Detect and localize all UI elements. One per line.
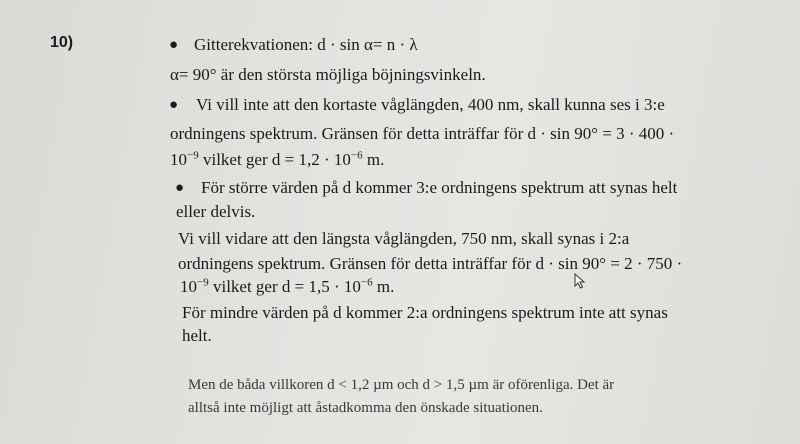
text-line-14: alltså inte möjligt att åstadkomma den önskade situationen.	[188, 400, 543, 416]
text-line-10-c: m.	[372, 277, 395, 296]
text-line-3: Vi vill inte att den kortaste våglängden, 400 nm, skall kunna ses i 3:e	[196, 95, 665, 114]
bullet-1: ●	[169, 37, 179, 53]
text-line-5	[170, 150, 384, 170]
text-line-7: eller delvis.	[176, 202, 256, 221]
text-line-4: ordningens spektrum. Gränsen för detta inträffar för d · sin 90° = 3 · 400 ·	[170, 124, 675, 143]
text-line-6: För större värden på d kommer 3:e ordningens spektrum att synas helt	[201, 178, 678, 197]
text-line-13: Men de båda villkoren d < 1,2 µm och d > 1,5 µm är oförenliga. Det är	[188, 377, 615, 393]
bullet-3: ●	[175, 180, 185, 196]
problem-number: 10)	[50, 34, 74, 51]
bullet-2: ●	[169, 97, 179, 113]
text-line-2: α= 90° är den största möjliga böjningsvinkeln.	[170, 65, 486, 84]
text-line-5-a: 10	[170, 150, 187, 169]
text-line-5-b: vilket ger d = 1,2 · 10	[198, 150, 351, 169]
text-line-12: helt.	[182, 326, 212, 345]
text-line-8: Vi vill vidare att den längsta våglängden, 750 nm, skall synas i 2:a	[178, 229, 630, 248]
text-line-11: För mindre värden på d kommer 2:a ordningens spektrum inte att synas	[182, 303, 668, 322]
text-line-5-sup: −9	[187, 149, 199, 162]
text-line-9: ordningens spektrum. Gränsen för detta inträffar för d · sin 90° = 2 · 750 ·	[178, 254, 683, 273]
text-line-10-sup: −9	[197, 276, 209, 289]
text-line-5-sup2: −6	[350, 149, 363, 162]
text-line-10-b: vilket ger d = 1,5 · 10	[208, 277, 361, 296]
text-line-10-sup2: −6	[360, 276, 373, 289]
text-line-1: Gitterekvationen: d · sin α= n · λ	[194, 35, 418, 54]
text-line-5-c: m.	[362, 150, 385, 169]
text-line-10-a: 10	[180, 277, 197, 296]
mouse-pointer-icon	[574, 273, 586, 289]
text-line-10	[180, 277, 394, 297]
